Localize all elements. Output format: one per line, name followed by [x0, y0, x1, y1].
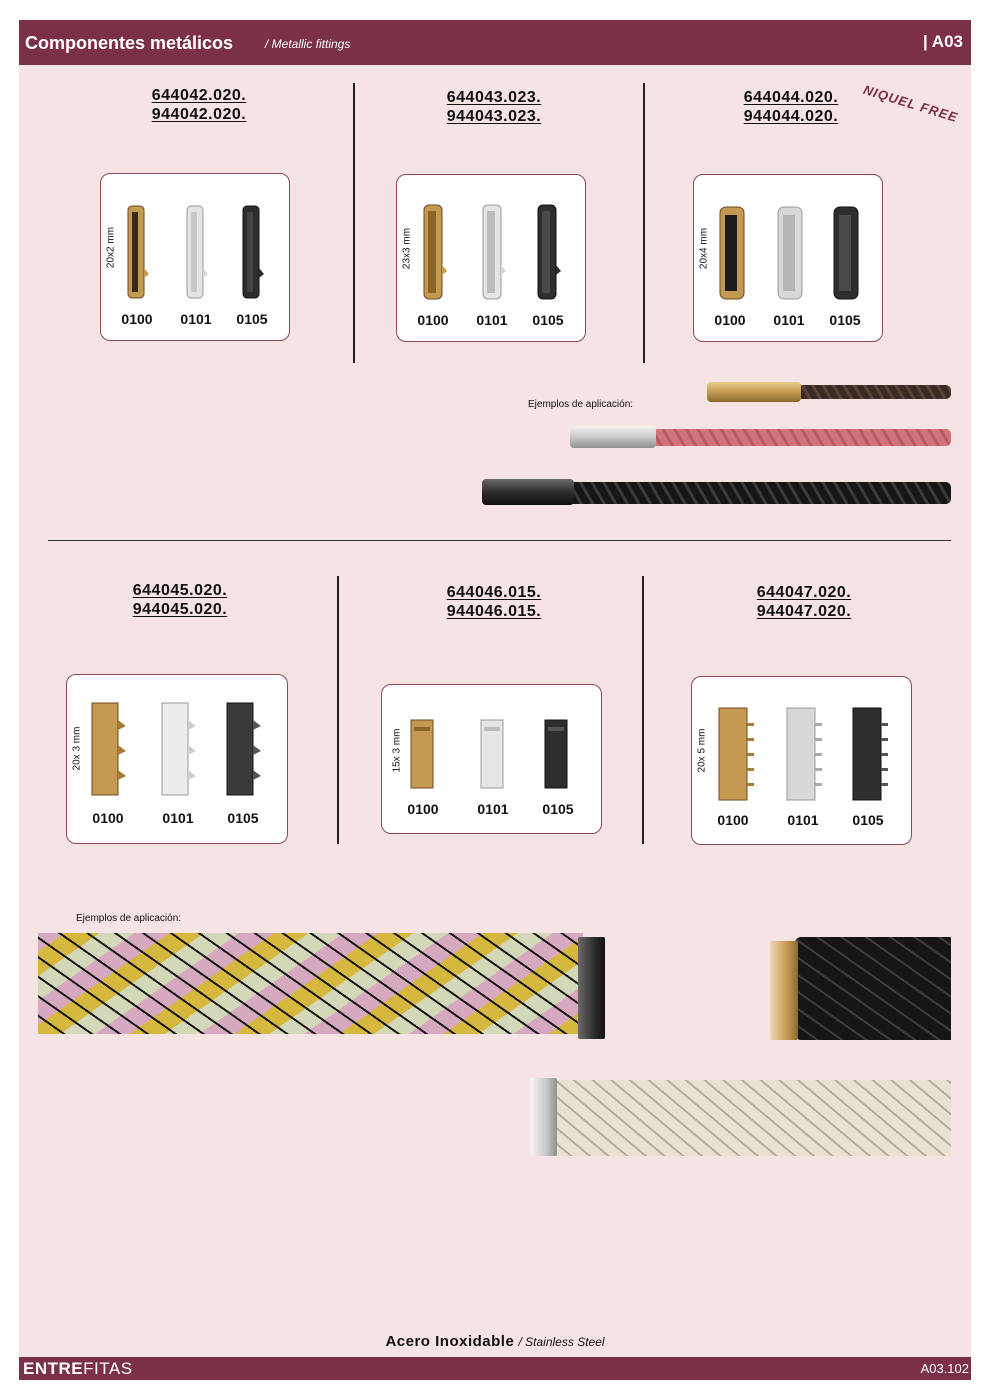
product-code: 644046.015.: [446, 584, 542, 601]
size-label: 20x4 mm: [698, 227, 710, 270]
column-divider: [642, 576, 644, 844]
column-divider: [353, 83, 355, 363]
product-card: [66, 674, 288, 844]
product-codes: [384, 88, 604, 126]
end-tip-gold: [707, 382, 801, 402]
end-tip-silver: [478, 717, 508, 791]
end-tip-black: [832, 205, 862, 301]
size-label: 20x 3 mm: [71, 726, 83, 771]
header-bar: [19, 20, 971, 65]
page-subtitle: / Metallic fittings: [265, 37, 351, 51]
variant-code: 0105: [829, 312, 861, 328]
product-codes: [89, 86, 309, 124]
end-tip-gold: [422, 203, 448, 301]
product-code: 644043.023.: [446, 89, 542, 106]
variant-code: 0101: [773, 312, 805, 328]
product-code: 944045.020.: [132, 601, 228, 618]
brand-logo: [23, 1359, 133, 1379]
variant-code: 0105: [852, 812, 884, 828]
product-code: 644044.020.: [743, 89, 839, 106]
size-label: 20x2 mm: [105, 226, 117, 269]
product-code: 944044.020.: [743, 108, 839, 125]
end-tip-gold: [126, 204, 150, 300]
end-tip-gold: [716, 705, 758, 803]
end-tip-silver: [159, 700, 199, 798]
variant-code: 0105: [236, 311, 268, 327]
end-tip-silver: [530, 1078, 557, 1156]
niquel-free-badge: NIQUEL FREE: [861, 82, 960, 126]
variant-code: 0100: [121, 311, 153, 327]
end-tip-gold: [408, 717, 438, 791]
end-tip-black: [536, 203, 562, 301]
page-title: Componentes metálicos: [25, 33, 234, 53]
end-tip-gold: [89, 700, 129, 798]
product-code: 944042.020.: [151, 106, 247, 123]
variant-code: 0105: [532, 312, 564, 328]
variant-code: 0100: [717, 812, 749, 828]
braided-cord-pink: [640, 429, 951, 446]
braided-strap-multicolor: [38, 933, 583, 1034]
end-tip-black: [850, 705, 892, 803]
page-number: A03.102: [920, 1361, 969, 1376]
variant-code: 0101: [477, 801, 509, 817]
end-tip-black: [241, 204, 265, 300]
braided-strap-black: [795, 937, 951, 1040]
material-label-en: / Stainless Steel: [518, 1335, 605, 1349]
product-card: [381, 684, 602, 834]
braided-strap-cream: [554, 1080, 951, 1156]
variant-code: 0101: [787, 812, 819, 828]
application-label: Ejemplos de aplicación:: [76, 913, 182, 924]
section-code: | A03: [922, 32, 963, 51]
end-tip-silver: [185, 204, 209, 300]
variant-code: 0100: [417, 312, 449, 328]
variant-code: 0100: [407, 801, 439, 817]
footer-bar: [19, 1357, 971, 1380]
application-label: Ejemplos de aplicación:: [528, 399, 634, 410]
size-label: 15x 3 mm: [391, 728, 403, 773]
end-tip-gold: [718, 205, 748, 301]
braided-cord-black: [560, 482, 951, 504]
product-code: 944043.023.: [446, 108, 542, 125]
variant-code: 0101: [162, 810, 194, 826]
variant-code: 0101: [476, 312, 508, 328]
end-tip-gold: [770, 941, 798, 1040]
product-code: 644047.020.: [756, 584, 852, 601]
variant-code: 0100: [714, 312, 746, 328]
product-card: [100, 173, 290, 341]
end-tip-black: [224, 700, 264, 798]
material-caption: [0, 1333, 990, 1350]
brand-bold: ENTRE: [23, 1359, 84, 1378]
product-code: 644045.020.: [132, 582, 228, 599]
variant-code: 0105: [542, 801, 574, 817]
product-card: [693, 174, 883, 342]
product-code: 644042.020.: [151, 87, 247, 104]
column-divider: [643, 83, 645, 363]
end-tip-silver: [784, 705, 826, 803]
size-label: 20x 5 mm: [696, 728, 708, 773]
product-codes: [694, 583, 914, 621]
product-code: 944046.015.: [446, 603, 542, 620]
product-codes: [70, 581, 290, 619]
variant-code: 0105: [227, 810, 259, 826]
end-tip-silver: [776, 205, 806, 301]
section-divider: [48, 540, 951, 541]
variant-code: 0101: [180, 311, 212, 327]
product-code: 944047.020.: [756, 603, 852, 620]
product-card: [396, 174, 586, 342]
end-tip-black: [482, 479, 574, 505]
end-tip-silver: [570, 426, 656, 448]
size-label: 23x3 mm: [401, 227, 413, 270]
product-card: [691, 676, 912, 845]
product-codes: [384, 583, 604, 621]
material-label: Acero Inoxidable: [385, 1333, 515, 1350]
brand-light: FITAS: [83, 1359, 133, 1378]
variant-code: 0100: [92, 810, 124, 826]
end-tip-black: [578, 937, 605, 1039]
end-tip-black: [542, 717, 572, 791]
product-codes: [681, 88, 901, 126]
column-divider: [337, 576, 339, 844]
end-tip-silver: [481, 203, 507, 301]
